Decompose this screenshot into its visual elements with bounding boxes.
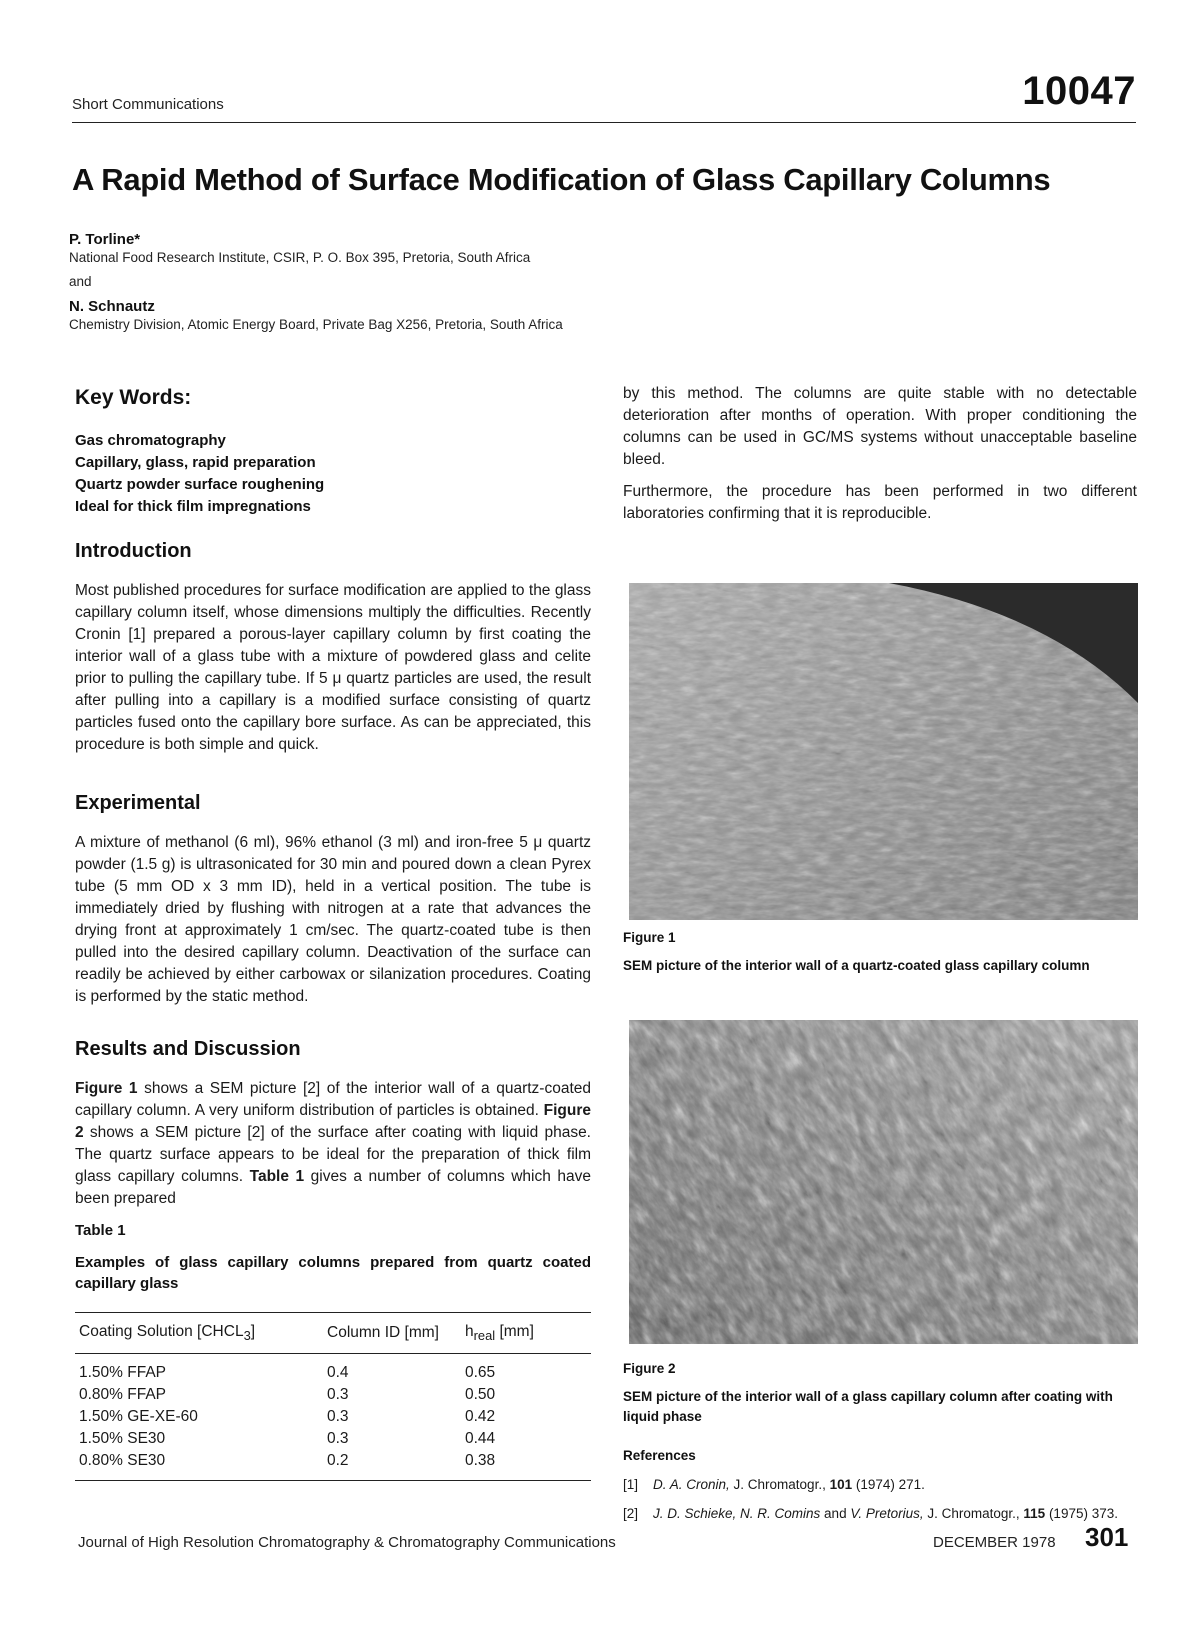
figure-caption: SEM picture of the interior wall of a glass capillary column after coating with liquid phase bbox=[623, 1389, 1113, 1424]
introduction-text: Most published procedures for surface modification are applied to the glass capillary column itself, whose dimensions multiply the difficulties. Recently Cronin [1] prepared a porous-layer capillary column by first coating the interior wall of a glass tube with a mixture of powdered glass and celite prior to pulling the capillary tube. If 5 μ quartz particles are used, the result after pulling into a capillary is a modified surface consisting of quartz particles fused onto the capillary bore surface. As can be appreciated, this procedure is both simple and quick. bbox=[75, 582, 591, 753]
reference-authors: V. Pretorius, bbox=[850, 1506, 924, 1521]
table-caption: Examples of glass capillary columns prepared from quartz coated capillary glass bbox=[75, 1254, 591, 1292]
references-title: References bbox=[623, 1448, 696, 1463]
keyword-item: Ideal for thick film impregnations bbox=[75, 498, 311, 515]
table-row bbox=[75, 1428, 591, 1450]
reference-authors: J. D. Schieke, N. R. Comins bbox=[653, 1506, 821, 1521]
introduction-section bbox=[75, 540, 591, 756]
table-1-ref: Table 1 bbox=[249, 1168, 305, 1185]
table-header-row bbox=[75, 1313, 591, 1354]
table-row bbox=[75, 1450, 591, 1481]
figure-1-sem-image bbox=[629, 583, 1138, 920]
column-header-coating bbox=[75, 1313, 323, 1354]
section-heading: Results and Discussion bbox=[75, 1038, 301, 1060]
keywords-list bbox=[75, 430, 591, 518]
reference-item bbox=[623, 1475, 1137, 1495]
references-block bbox=[623, 1448, 1137, 1524]
keyword-item: Quartz powder surface roughening bbox=[75, 476, 325, 493]
reference-tail: (1975) 373. bbox=[1045, 1506, 1118, 1521]
page-number: 301 bbox=[1085, 1522, 1129, 1552]
table-cell: 0.3 bbox=[327, 1408, 349, 1426]
table-cell: 0.4 bbox=[327, 1364, 349, 1382]
table-cell: 0.38 bbox=[465, 1452, 496, 1470]
table-cell: 0.80% FFAP bbox=[79, 1386, 167, 1404]
reference-volume: 115 bbox=[1023, 1506, 1046, 1521]
figure-1-ref: Figure 1 bbox=[75, 1080, 138, 1097]
table-row bbox=[75, 1354, 591, 1385]
reference-number: [1] bbox=[623, 1477, 639, 1492]
figure-caption: SEM picture of the interior wall of a quartz-coated glass capillary column bbox=[623, 958, 1090, 973]
keywords-title: Key Words: bbox=[75, 386, 192, 409]
table-cell: 0.65 bbox=[465, 1364, 496, 1382]
reference-journal: J. Chromatogr., bbox=[729, 1477, 830, 1492]
experimental-text: A mixture of methanol (6 ml), 96% ethanol (3 ml) and iron-free 5 μ quartz powder (1.5 g) is ultrasonicated for 30 min and poured down a clean Pyrex tube (5 mm OD x 3 mm ID), held in a vertical position. The tube is immediately dried by flushing with nitrogen at a rate that advances the drying front at approximately 1 cm/sec. The quartz-coated tube is then pulled into the desired capillary column. Deactivation of the surface can readily be achieved by either carbowax or silanization procedures. Coating is performed by the static method. bbox=[75, 834, 591, 1005]
sem-texture bbox=[629, 1020, 1138, 1344]
keyword-item: Capillary, glass, rapid preparation bbox=[75, 454, 316, 471]
reference-item bbox=[623, 1504, 1137, 1524]
figure-label: Figure 2 bbox=[623, 1361, 676, 1376]
author-affiliation: Chemistry Division, Atomic Energy Board, Private Bag X256, Pretoria, South Africa bbox=[69, 317, 563, 332]
reference-volume: 101 bbox=[829, 1477, 853, 1492]
table-row bbox=[75, 1406, 591, 1428]
table-cell: 0.44 bbox=[465, 1430, 496, 1448]
reference-connector: and bbox=[820, 1506, 851, 1521]
figure-1-caption-block bbox=[623, 930, 1133, 976]
section-heading: Experimental bbox=[75, 792, 201, 814]
reference-text bbox=[653, 1475, 925, 1495]
results-text-part: shows a SEM picture [2] of the interior wall of a quartz-coated capillary column. A very uniform distribution of particles is obtained. bbox=[75, 1080, 591, 1119]
table-cell: 0.80% SE30 bbox=[79, 1452, 166, 1470]
continued-paragraph: Furthermore, the procedure has been performed in two different laboratories confirming that it is reproducible. bbox=[623, 483, 1137, 522]
table-label: Table 1 bbox=[75, 1222, 126, 1239]
results-text-part: shows a SEM picture [2] of the surface after coating with liquid phase. The quartz surface appears to be ideal for the preparation of thick film glass capillary columns. bbox=[75, 1124, 591, 1185]
sem-texture bbox=[629, 583, 1138, 920]
table-cell: 1.50% FFAP bbox=[79, 1364, 167, 1382]
author-block bbox=[69, 231, 563, 332]
footer-date: DECEMBER 1978 bbox=[933, 1534, 1056, 1551]
table-cell: 0.50 bbox=[465, 1386, 496, 1404]
section-label: Short Communications bbox=[72, 96, 224, 113]
figure-2-sem-image bbox=[629, 1020, 1138, 1344]
header-text: [mm] bbox=[495, 1323, 534, 1340]
section-heading: Introduction bbox=[75, 540, 192, 562]
header-text: ] bbox=[250, 1323, 256, 1340]
table-cell: 1.50% SE30 bbox=[79, 1430, 166, 1448]
data-table bbox=[75, 1312, 591, 1481]
article-title: A Rapid Method of Surface Modification of Glass Capillary Columns bbox=[72, 162, 1051, 197]
figure-2-caption-block bbox=[623, 1361, 1133, 1427]
table-cell: 1.50% GE-XE-60 bbox=[79, 1408, 198, 1426]
continued-paragraph: by this method. The columns are quite stable with no detectable deterioration after months of operation. With proper conditioning the columns can be used in GC/MS systems without unacceptable baseline bleed. bbox=[623, 385, 1137, 468]
figure-label: Figure 1 bbox=[623, 930, 676, 945]
table-cell: 0.3 bbox=[327, 1386, 349, 1404]
reference-authors: D. A. Cronin, bbox=[653, 1477, 730, 1492]
table-cell: 0.3 bbox=[327, 1430, 349, 1448]
header-text: h bbox=[465, 1323, 474, 1340]
reference-text bbox=[653, 1504, 1118, 1524]
column-header-hreal bbox=[461, 1313, 591, 1354]
header-subscript: 3 bbox=[243, 1328, 251, 1344]
keywords-block bbox=[75, 386, 591, 518]
header-text: Coating Solution [CHCL bbox=[79, 1323, 244, 1340]
experimental-section bbox=[75, 792, 591, 1008]
author-name: P. Torline* bbox=[69, 231, 141, 248]
footer-journal: Journal of High Resolution Chromatography & Chromatography Communications bbox=[78, 1534, 616, 1551]
table-cell: 0.42 bbox=[465, 1408, 496, 1426]
figure-2-ref: Figure 2 bbox=[75, 1102, 591, 1141]
results-text bbox=[75, 1078, 591, 1210]
reference-tail: (1974) 271. bbox=[852, 1477, 925, 1492]
continued-text-block bbox=[623, 383, 1137, 525]
table-row bbox=[75, 1384, 591, 1406]
table-1-block bbox=[75, 1222, 591, 1481]
author-name: N. Schnautz bbox=[69, 298, 155, 315]
document-number: 10047 bbox=[1022, 69, 1136, 113]
column-header-id: Column ID [mm] bbox=[323, 1313, 461, 1354]
running-header bbox=[72, 64, 1136, 123]
table-cell: 0.2 bbox=[327, 1452, 349, 1470]
reference-journal: J. Chromatogr., bbox=[923, 1506, 1024, 1521]
and-separator: and bbox=[69, 274, 92, 289]
header-subscript: real bbox=[473, 1328, 496, 1344]
author-affiliation: National Food Research Institute, CSIR, P. O. Box 395, Pretoria, South Africa bbox=[69, 250, 531, 265]
results-section bbox=[75, 1038, 591, 1210]
results-text-part: gives a number of columns which have been prepared bbox=[75, 1168, 591, 1207]
keyword-item: Gas chromatography bbox=[75, 432, 226, 449]
reference-number: [2] bbox=[623, 1506, 639, 1521]
